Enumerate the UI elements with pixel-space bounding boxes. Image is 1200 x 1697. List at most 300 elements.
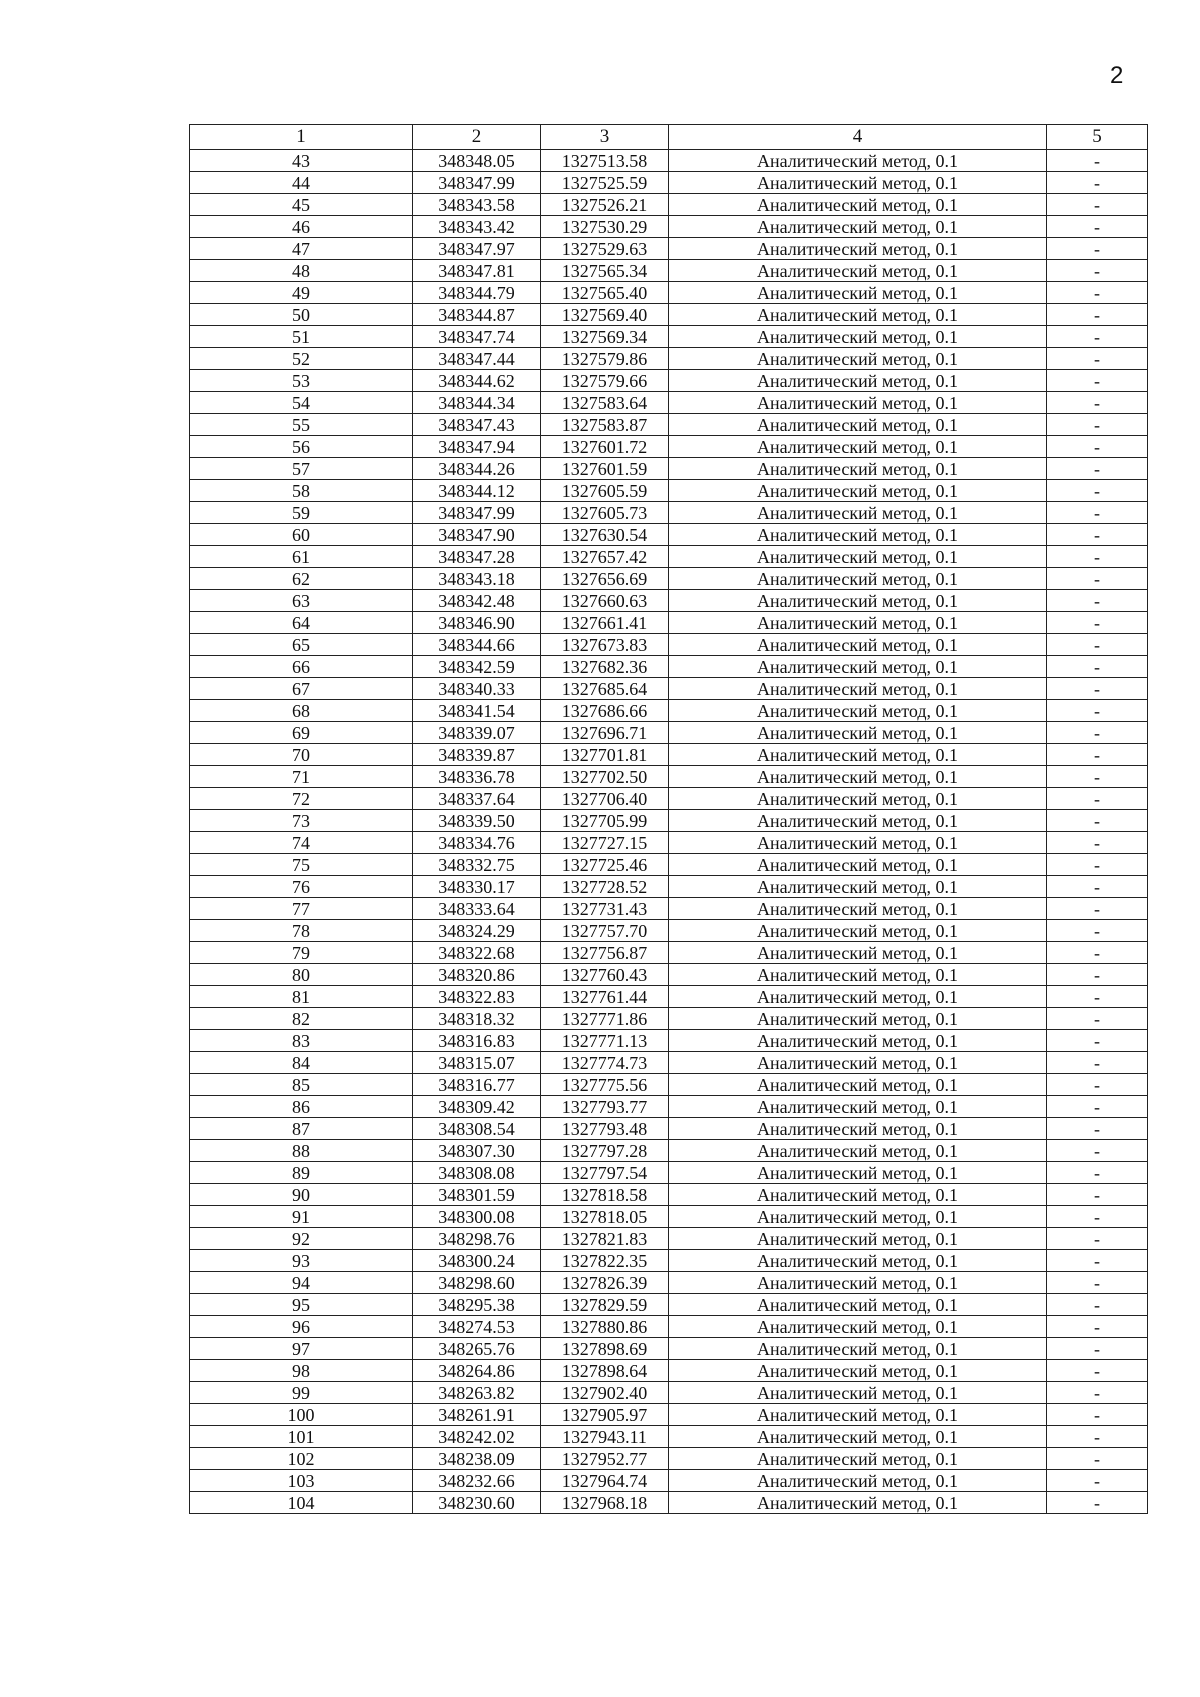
y-coordinate-cell: 1327705.99 <box>541 810 669 832</box>
x-coordinate-cell: 348340.33 <box>413 678 541 700</box>
point-number-cell: 55 <box>190 414 413 436</box>
point-number-cell: 99 <box>190 1382 413 1404</box>
y-coordinate-cell: 1327760.43 <box>541 964 669 986</box>
method-cell: Аналитический метод, 0.1 <box>669 722 1047 744</box>
x-coordinate-cell: 348322.68 <box>413 942 541 964</box>
y-coordinate-cell: 1327964.74 <box>541 1470 669 1492</box>
x-coordinate-cell: 348347.99 <box>413 502 541 524</box>
header-col-1: 1 <box>190 125 413 150</box>
y-coordinate-cell: 1327822.35 <box>541 1250 669 1272</box>
point-number-cell: 88 <box>190 1140 413 1162</box>
y-coordinate-cell: 1327880.86 <box>541 1316 669 1338</box>
method-cell: Аналитический метод, 0.1 <box>669 1492 1047 1514</box>
x-coordinate-cell: 348320.86 <box>413 964 541 986</box>
header-row <box>190 125 1148 150</box>
point-number-cell: 104 <box>190 1492 413 1514</box>
method-cell: Аналитический метод, 0.1 <box>669 964 1047 986</box>
method-cell: Аналитический метод, 0.1 <box>669 238 1047 260</box>
note-cell: - <box>1047 700 1148 722</box>
y-coordinate-cell: 1327701.81 <box>541 744 669 766</box>
method-cell: Аналитический метод, 0.1 <box>669 1008 1047 1030</box>
y-coordinate-cell: 1327774.73 <box>541 1052 669 1074</box>
note-cell: - <box>1047 612 1148 634</box>
note-cell: - <box>1047 986 1148 1008</box>
method-cell: Аналитический метод, 0.1 <box>669 1360 1047 1382</box>
point-number-cell: 57 <box>190 458 413 480</box>
header-col-5: 5 <box>1047 125 1148 150</box>
point-number-cell: 54 <box>190 392 413 414</box>
point-number-cell: 91 <box>190 1206 413 1228</box>
note-cell: - <box>1047 854 1148 876</box>
table-row <box>190 502 1148 524</box>
method-cell: Аналитический метод, 0.1 <box>669 678 1047 700</box>
y-coordinate-cell: 1327583.64 <box>541 392 669 414</box>
x-coordinate-cell: 348274.53 <box>413 1316 541 1338</box>
x-coordinate-cell: 348318.32 <box>413 1008 541 1030</box>
x-coordinate-cell: 348264.86 <box>413 1360 541 1382</box>
y-coordinate-cell: 1327583.87 <box>541 414 669 436</box>
note-cell: - <box>1047 744 1148 766</box>
note-cell: - <box>1047 414 1148 436</box>
y-coordinate-cell: 1327513.58 <box>541 150 669 172</box>
method-cell: Аналитический метод, 0.1 <box>669 1118 1047 1140</box>
point-number-cell: 72 <box>190 788 413 810</box>
method-cell: Аналитический метод, 0.1 <box>669 1470 1047 1492</box>
method-cell: Аналитический метод, 0.1 <box>669 612 1047 634</box>
point-number-cell: 80 <box>190 964 413 986</box>
table-row <box>190 1426 1148 1448</box>
point-number-cell: 90 <box>190 1184 413 1206</box>
table-row <box>190 1272 1148 1294</box>
y-coordinate-cell: 1327605.59 <box>541 480 669 502</box>
method-cell: Аналитический метод, 0.1 <box>669 876 1047 898</box>
table-row <box>190 1030 1148 1052</box>
x-coordinate-cell: 348339.07 <box>413 722 541 744</box>
method-cell: Аналитический метод, 0.1 <box>669 656 1047 678</box>
y-coordinate-cell: 1327579.66 <box>541 370 669 392</box>
note-cell: - <box>1047 1184 1148 1206</box>
point-number-cell: 82 <box>190 1008 413 1030</box>
header-col-4: 4 <box>669 125 1047 150</box>
point-number-cell: 67 <box>190 678 413 700</box>
note-cell: - <box>1047 1140 1148 1162</box>
table-row <box>190 1228 1148 1250</box>
x-coordinate-cell: 348348.05 <box>413 150 541 172</box>
note-cell: - <box>1047 1382 1148 1404</box>
point-number-cell: 68 <box>190 700 413 722</box>
point-number-cell: 87 <box>190 1118 413 1140</box>
note-cell: - <box>1047 216 1148 238</box>
x-coordinate-cell: 348334.76 <box>413 832 541 854</box>
y-coordinate-cell: 1327656.69 <box>541 568 669 590</box>
note-cell: - <box>1047 1316 1148 1338</box>
table-row <box>190 1096 1148 1118</box>
note-cell: - <box>1047 1470 1148 1492</box>
point-number-cell: 44 <box>190 172 413 194</box>
y-coordinate-cell: 1327818.05 <box>541 1206 669 1228</box>
table-row <box>190 854 1148 876</box>
point-number-cell: 83 <box>190 1030 413 1052</box>
table-row <box>190 722 1148 744</box>
x-coordinate-cell: 348298.76 <box>413 1228 541 1250</box>
y-coordinate-cell: 1327682.36 <box>541 656 669 678</box>
note-cell: - <box>1047 920 1148 942</box>
y-coordinate-cell: 1327569.34 <box>541 326 669 348</box>
x-coordinate-cell: 348347.43 <box>413 414 541 436</box>
method-cell: Аналитический метод, 0.1 <box>669 942 1047 964</box>
y-coordinate-cell: 1327826.39 <box>541 1272 669 1294</box>
x-coordinate-cell: 348341.54 <box>413 700 541 722</box>
point-number-cell: 75 <box>190 854 413 876</box>
method-cell: Аналитический метод, 0.1 <box>669 326 1047 348</box>
y-coordinate-cell: 1327526.21 <box>541 194 669 216</box>
table-row <box>190 1162 1148 1184</box>
note-cell: - <box>1047 238 1148 260</box>
x-coordinate-cell: 348342.59 <box>413 656 541 678</box>
note-cell: - <box>1047 1448 1148 1470</box>
table-row <box>190 612 1148 634</box>
y-coordinate-cell: 1327898.69 <box>541 1338 669 1360</box>
note-cell: - <box>1047 634 1148 656</box>
method-cell: Аналитический метод, 0.1 <box>669 1030 1047 1052</box>
y-coordinate-cell: 1327943.11 <box>541 1426 669 1448</box>
y-coordinate-cell: 1327761.44 <box>541 986 669 1008</box>
y-coordinate-cell: 1327685.64 <box>541 678 669 700</box>
table-row <box>190 964 1148 986</box>
table-row <box>190 480 1148 502</box>
y-coordinate-cell: 1327696.71 <box>541 722 669 744</box>
method-cell: Аналитический метод, 0.1 <box>669 150 1047 172</box>
y-coordinate-cell: 1327728.52 <box>541 876 669 898</box>
x-coordinate-cell: 348301.59 <box>413 1184 541 1206</box>
note-cell: - <box>1047 656 1148 678</box>
point-number-cell: 61 <box>190 546 413 568</box>
x-coordinate-cell: 348263.82 <box>413 1382 541 1404</box>
point-number-cell: 71 <box>190 766 413 788</box>
x-coordinate-cell: 348343.58 <box>413 194 541 216</box>
x-coordinate-cell: 348261.91 <box>413 1404 541 1426</box>
x-coordinate-cell: 348295.38 <box>413 1294 541 1316</box>
y-coordinate-cell: 1327829.59 <box>541 1294 669 1316</box>
point-number-cell: 76 <box>190 876 413 898</box>
method-cell: Аналитический метод, 0.1 <box>669 986 1047 1008</box>
note-cell: - <box>1047 172 1148 194</box>
note-cell: - <box>1047 348 1148 370</box>
method-cell: Аналитический метод, 0.1 <box>669 590 1047 612</box>
y-coordinate-cell: 1327731.43 <box>541 898 669 920</box>
x-coordinate-cell: 348347.81 <box>413 260 541 282</box>
note-cell: - <box>1047 546 1148 568</box>
y-coordinate-cell: 1327756.87 <box>541 942 669 964</box>
x-coordinate-cell: 348309.42 <box>413 1096 541 1118</box>
note-cell: - <box>1047 304 1148 326</box>
y-coordinate-cell: 1327660.63 <box>541 590 669 612</box>
point-number-cell: 89 <box>190 1162 413 1184</box>
y-coordinate-cell: 1327757.70 <box>541 920 669 942</box>
x-coordinate-cell: 348347.74 <box>413 326 541 348</box>
table-row <box>190 700 1148 722</box>
x-coordinate-cell: 348346.90 <box>413 612 541 634</box>
table-row <box>190 1316 1148 1338</box>
method-cell: Аналитический метод, 0.1 <box>669 282 1047 304</box>
x-coordinate-cell: 348344.34 <box>413 392 541 414</box>
x-coordinate-cell: 348307.30 <box>413 1140 541 1162</box>
point-number-cell: 86 <box>190 1096 413 1118</box>
y-coordinate-cell: 1327771.13 <box>541 1030 669 1052</box>
note-cell: - <box>1047 568 1148 590</box>
table-header <box>190 125 1148 150</box>
x-coordinate-cell: 348344.62 <box>413 370 541 392</box>
table-row <box>190 568 1148 590</box>
y-coordinate-cell: 1327673.83 <box>541 634 669 656</box>
point-number-cell: 70 <box>190 744 413 766</box>
table-row <box>190 744 1148 766</box>
y-coordinate-cell: 1327529.63 <box>541 238 669 260</box>
x-coordinate-cell: 348298.60 <box>413 1272 541 1294</box>
y-coordinate-cell: 1327601.72 <box>541 436 669 458</box>
table-row <box>190 656 1148 678</box>
y-coordinate-cell: 1327793.77 <box>541 1096 669 1118</box>
note-cell: - <box>1047 524 1148 546</box>
y-coordinate-cell: 1327661.41 <box>541 612 669 634</box>
method-cell: Аналитический метод, 0.1 <box>669 1206 1047 1228</box>
x-coordinate-cell: 348347.44 <box>413 348 541 370</box>
table-row <box>190 1294 1148 1316</box>
table-row <box>190 1404 1148 1426</box>
method-cell: Аналитический метод, 0.1 <box>669 744 1047 766</box>
method-cell: Аналитический метод, 0.1 <box>669 1404 1047 1426</box>
table-row <box>190 546 1148 568</box>
y-coordinate-cell: 1327727.15 <box>541 832 669 854</box>
method-cell: Аналитический метод, 0.1 <box>669 898 1047 920</box>
method-cell: Аналитический метод, 0.1 <box>669 370 1047 392</box>
x-coordinate-cell: 348300.08 <box>413 1206 541 1228</box>
note-cell: - <box>1047 458 1148 480</box>
x-coordinate-cell: 348347.28 <box>413 546 541 568</box>
point-number-cell: 49 <box>190 282 413 304</box>
method-cell: Аналитический метод, 0.1 <box>669 1228 1047 1250</box>
y-coordinate-cell: 1327569.40 <box>541 304 669 326</box>
point-number-cell: 51 <box>190 326 413 348</box>
note-cell: - <box>1047 282 1148 304</box>
x-coordinate-cell: 348347.99 <box>413 172 541 194</box>
note-cell: - <box>1047 788 1148 810</box>
x-coordinate-cell: 348265.76 <box>413 1338 541 1360</box>
method-cell: Аналитический метод, 0.1 <box>669 1294 1047 1316</box>
point-number-cell: 45 <box>190 194 413 216</box>
point-number-cell: 66 <box>190 656 413 678</box>
note-cell: - <box>1047 1162 1148 1184</box>
x-coordinate-cell: 348324.29 <box>413 920 541 942</box>
x-coordinate-cell: 348339.87 <box>413 744 541 766</box>
y-coordinate-cell: 1327821.83 <box>541 1228 669 1250</box>
point-number-cell: 60 <box>190 524 413 546</box>
method-cell: Аналитический метод, 0.1 <box>669 1052 1047 1074</box>
note-cell: - <box>1047 1228 1148 1250</box>
point-number-cell: 78 <box>190 920 413 942</box>
x-coordinate-cell: 348242.02 <box>413 1426 541 1448</box>
note-cell: - <box>1047 1360 1148 1382</box>
point-number-cell: 93 <box>190 1250 413 1272</box>
y-coordinate-cell: 1327565.40 <box>541 282 669 304</box>
x-coordinate-cell: 348315.07 <box>413 1052 541 1074</box>
x-coordinate-cell: 348308.54 <box>413 1118 541 1140</box>
method-cell: Аналитический метод, 0.1 <box>669 546 1047 568</box>
table-row <box>190 458 1148 480</box>
y-coordinate-cell: 1327793.48 <box>541 1118 669 1140</box>
point-number-cell: 81 <box>190 986 413 1008</box>
y-coordinate-cell: 1327968.18 <box>541 1492 669 1514</box>
y-coordinate-cell: 1327818.58 <box>541 1184 669 1206</box>
method-cell: Аналитический метод, 0.1 <box>669 392 1047 414</box>
note-cell: - <box>1047 898 1148 920</box>
table-row <box>190 282 1148 304</box>
note-cell: - <box>1047 260 1148 282</box>
note-cell: - <box>1047 1338 1148 1360</box>
table-row <box>190 1250 1148 1272</box>
table-row <box>190 920 1148 942</box>
table-row <box>190 238 1148 260</box>
x-coordinate-cell: 348344.87 <box>413 304 541 326</box>
table-row <box>190 810 1148 832</box>
y-coordinate-cell: 1327579.86 <box>541 348 669 370</box>
header-col-3: 3 <box>541 125 669 150</box>
page-number: 2 <box>1110 62 1124 89</box>
method-cell: Аналитический метод, 0.1 <box>669 1448 1047 1470</box>
x-coordinate-cell: 348344.12 <box>413 480 541 502</box>
point-number-cell: 63 <box>190 590 413 612</box>
note-cell: - <box>1047 832 1148 854</box>
x-coordinate-cell: 348333.64 <box>413 898 541 920</box>
point-number-cell: 56 <box>190 436 413 458</box>
x-coordinate-cell: 348344.66 <box>413 634 541 656</box>
table-row <box>190 524 1148 546</box>
x-coordinate-cell: 348332.75 <box>413 854 541 876</box>
note-cell: - <box>1047 1206 1148 1228</box>
x-coordinate-cell: 348344.79 <box>413 282 541 304</box>
method-cell: Аналитический метод, 0.1 <box>669 788 1047 810</box>
table-row <box>190 370 1148 392</box>
note-cell: - <box>1047 1008 1148 1030</box>
x-coordinate-cell: 348238.09 <box>413 1448 541 1470</box>
method-cell: Аналитический метод, 0.1 <box>669 458 1047 480</box>
y-coordinate-cell: 1327797.54 <box>541 1162 669 1184</box>
x-coordinate-cell: 348316.83 <box>413 1030 541 1052</box>
table-row <box>190 414 1148 436</box>
x-coordinate-cell: 348232.66 <box>413 1470 541 1492</box>
point-number-cell: 100 <box>190 1404 413 1426</box>
note-cell: - <box>1047 1118 1148 1140</box>
table-row <box>190 766 1148 788</box>
method-cell: Аналитический метод, 0.1 <box>669 502 1047 524</box>
header-col-2: 2 <box>413 125 541 150</box>
y-coordinate-cell: 1327905.97 <box>541 1404 669 1426</box>
note-cell: - <box>1047 678 1148 700</box>
method-cell: Аналитический метод, 0.1 <box>669 304 1047 326</box>
table-row <box>190 1074 1148 1096</box>
note-cell: - <box>1047 964 1148 986</box>
note-cell: - <box>1047 326 1148 348</box>
point-number-cell: 50 <box>190 304 413 326</box>
point-number-cell: 102 <box>190 1448 413 1470</box>
method-cell: Аналитический метод, 0.1 <box>669 436 1047 458</box>
point-number-cell: 62 <box>190 568 413 590</box>
note-cell: - <box>1047 150 1148 172</box>
note-cell: - <box>1047 722 1148 744</box>
point-number-cell: 94 <box>190 1272 413 1294</box>
method-cell: Аналитический метод, 0.1 <box>669 194 1047 216</box>
x-coordinate-cell: 348343.42 <box>413 216 541 238</box>
point-number-cell: 84 <box>190 1052 413 1074</box>
table-row <box>190 942 1148 964</box>
method-cell: Аналитический метод, 0.1 <box>669 1272 1047 1294</box>
point-number-cell: 46 <box>190 216 413 238</box>
note-cell: - <box>1047 590 1148 612</box>
note-cell: - <box>1047 392 1148 414</box>
y-coordinate-cell: 1327898.64 <box>541 1360 669 1382</box>
table-row <box>190 1470 1148 1492</box>
y-coordinate-cell: 1327902.40 <box>541 1382 669 1404</box>
point-number-cell: 95 <box>190 1294 413 1316</box>
y-coordinate-cell: 1327775.56 <box>541 1074 669 1096</box>
table-row <box>190 1492 1148 1514</box>
y-coordinate-cell: 1327630.54 <box>541 524 669 546</box>
table-row <box>190 392 1148 414</box>
point-number-cell: 96 <box>190 1316 413 1338</box>
table-row <box>190 1382 1148 1404</box>
note-cell: - <box>1047 810 1148 832</box>
note-cell: - <box>1047 1426 1148 1448</box>
method-cell: Аналитический метод, 0.1 <box>669 1382 1047 1404</box>
table-row <box>190 304 1148 326</box>
table-row <box>190 1140 1148 1162</box>
table-row <box>190 986 1148 1008</box>
x-coordinate-cell: 348230.60 <box>413 1492 541 1514</box>
method-cell: Аналитический метод, 0.1 <box>669 1096 1047 1118</box>
y-coordinate-cell: 1327601.59 <box>541 458 669 480</box>
table-row <box>190 216 1148 238</box>
table-row <box>190 634 1148 656</box>
note-cell: - <box>1047 876 1148 898</box>
table-row <box>190 1338 1148 1360</box>
table-row <box>190 898 1148 920</box>
note-cell: - <box>1047 766 1148 788</box>
x-coordinate-cell: 348347.97 <box>413 238 541 260</box>
table-body <box>190 150 1148 1514</box>
note-cell: - <box>1047 1250 1148 1272</box>
table-row <box>190 1206 1148 1228</box>
note-cell: - <box>1047 1096 1148 1118</box>
x-coordinate-cell: 348339.50 <box>413 810 541 832</box>
x-coordinate-cell: 348344.26 <box>413 458 541 480</box>
x-coordinate-cell: 348300.24 <box>413 1250 541 1272</box>
note-cell: - <box>1047 1074 1148 1096</box>
note-cell: - <box>1047 1272 1148 1294</box>
method-cell: Аналитический метод, 0.1 <box>669 700 1047 722</box>
table-row <box>190 1118 1148 1140</box>
x-coordinate-cell: 348336.78 <box>413 766 541 788</box>
note-cell: - <box>1047 942 1148 964</box>
table-row <box>190 1008 1148 1030</box>
y-coordinate-cell: 1327657.42 <box>541 546 669 568</box>
point-number-cell: 59 <box>190 502 413 524</box>
x-coordinate-cell: 348316.77 <box>413 1074 541 1096</box>
method-cell: Аналитический метод, 0.1 <box>669 216 1047 238</box>
method-cell: Аналитический метод, 0.1 <box>669 1250 1047 1272</box>
method-cell: Аналитический метод, 0.1 <box>669 480 1047 502</box>
method-cell: Аналитический метод, 0.1 <box>669 348 1047 370</box>
note-cell: - <box>1047 1030 1148 1052</box>
